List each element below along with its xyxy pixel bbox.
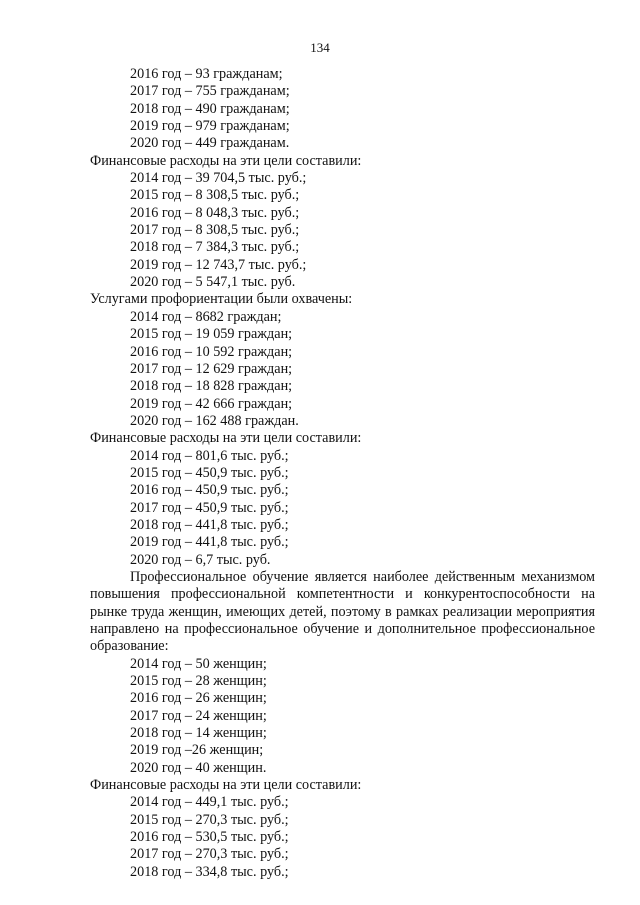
list-item: 2015 год – 19 059 граждан; — [130, 326, 293, 343]
document-body — [90, 66, 595, 881]
list-item: 2018 год – 490 гражданам; — [130, 100, 290, 117]
list-item: 2020 год – 449 гражданам. — [130, 135, 290, 152]
list-item: 2019 год –26 женщин; — [130, 742, 264, 759]
list-item: 2019 год – 12 743,7 тыс. руб.; — [130, 256, 307, 273]
list-item: 2017 год – 24 женщин; — [130, 707, 267, 724]
financial-expenses-section-3 — [90, 777, 595, 881]
list-item: 2015 год – 450,9 тыс. руб.; — [130, 464, 289, 481]
list-item: 2015 год – 270,3 тыс. руб.; — [130, 811, 289, 828]
list-item: 2014 год – 801,6 тыс. руб.; — [130, 447, 289, 464]
career-guidance-section — [90, 291, 595, 430]
list-item: 2017 год – 755 гражданам; — [130, 83, 290, 100]
section-heading: Финансовые расходы на эти цели составили: — [90, 152, 362, 169]
list-item: 2016 год – 10 592 граждан; — [130, 343, 293, 360]
list-item: 2018 год – 14 женщин; — [130, 725, 267, 742]
list-item: 2016 год – 93 гражданам; — [130, 66, 283, 82]
list-item: 2017 год – 270,3 тыс. руб.; — [130, 846, 289, 863]
list-item: 2018 год – 334,8 тыс. руб.; — [130, 863, 289, 880]
list-item: 2014 год – 50 женщин; — [130, 655, 267, 672]
section-heading: Финансовые расходы на эти цели составили: — [90, 430, 362, 447]
section-heading: Финансовые расходы на эти цели составили: — [90, 777, 362, 794]
body-paragraph: Профессиональное обучение является наиболее действенным механизмом повышения профессиональной компетентности и конкурентоспособности на рынке труда женщин, имеющих детей, поэтому в рамках реализации мероприятия направлено на профессиональное обучение и дополнительное профессиональное образование: — [90, 568, 595, 655]
list-item: 2020 год – 6,7 тыс. руб. — [130, 551, 271, 568]
list-item: 2016 год – 530,5 тыс. руб.; — [130, 829, 289, 846]
page-number: 134 — [310, 40, 330, 55]
list-item: 2014 год – 39 704,5 тыс. руб.; — [130, 170, 307, 187]
list-women-2014-2020 — [90, 656, 595, 777]
list-item: 2016 год – 8 048,3 тыс. руб.; — [130, 204, 300, 221]
list-item: 2014 год – 449,1 тыс. руб.; — [130, 794, 289, 811]
financial-expenses-section-1 — [90, 153, 595, 292]
list-item: 2018 год – 441,8 тыс. руб.; — [130, 516, 289, 533]
list-item: 2019 год – 979 гражданам; — [130, 118, 290, 135]
list-item: 2017 год – 12 629 граждан; — [130, 360, 293, 377]
list-item: 2017 год – 8 308,5 тыс. руб.; — [130, 222, 300, 239]
list-item: 2020 год – 162 488 граждан. — [130, 412, 299, 429]
list-item: 2017 год – 450,9 тыс. руб.; — [130, 499, 289, 516]
list-item: 2018 год – 18 828 граждан; — [130, 378, 293, 395]
list-item: 2015 год – 8 308,5 тыс. руб.; — [130, 187, 300, 204]
list-item: 2020 год – 5 547,1 тыс. руб. — [130, 274, 296, 291]
list-item: 2019 год – 441,8 тыс. руб.; — [130, 534, 289, 551]
list-item: 2016 год – 450,9 тыс. руб.; — [130, 482, 289, 499]
section-heading: Услугами профориентации были охвачены: — [90, 291, 353, 308]
list-citizens-2016-2020 — [90, 66, 595, 153]
list-item: 2018 год – 7 384,3 тыс. руб.; — [130, 239, 300, 256]
list-item: 2019 год – 42 666 граждан; — [130, 395, 293, 412]
list-item: 2020 год – 40 женщин. — [130, 759, 267, 776]
list-item: 2016 год – 26 женщин; — [130, 690, 267, 707]
list-item: 2014 год – 8682 граждан; — [130, 308, 282, 325]
list-item: 2015 год – 28 женщин; — [130, 673, 267, 690]
financial-expenses-section-2 — [90, 430, 595, 569]
